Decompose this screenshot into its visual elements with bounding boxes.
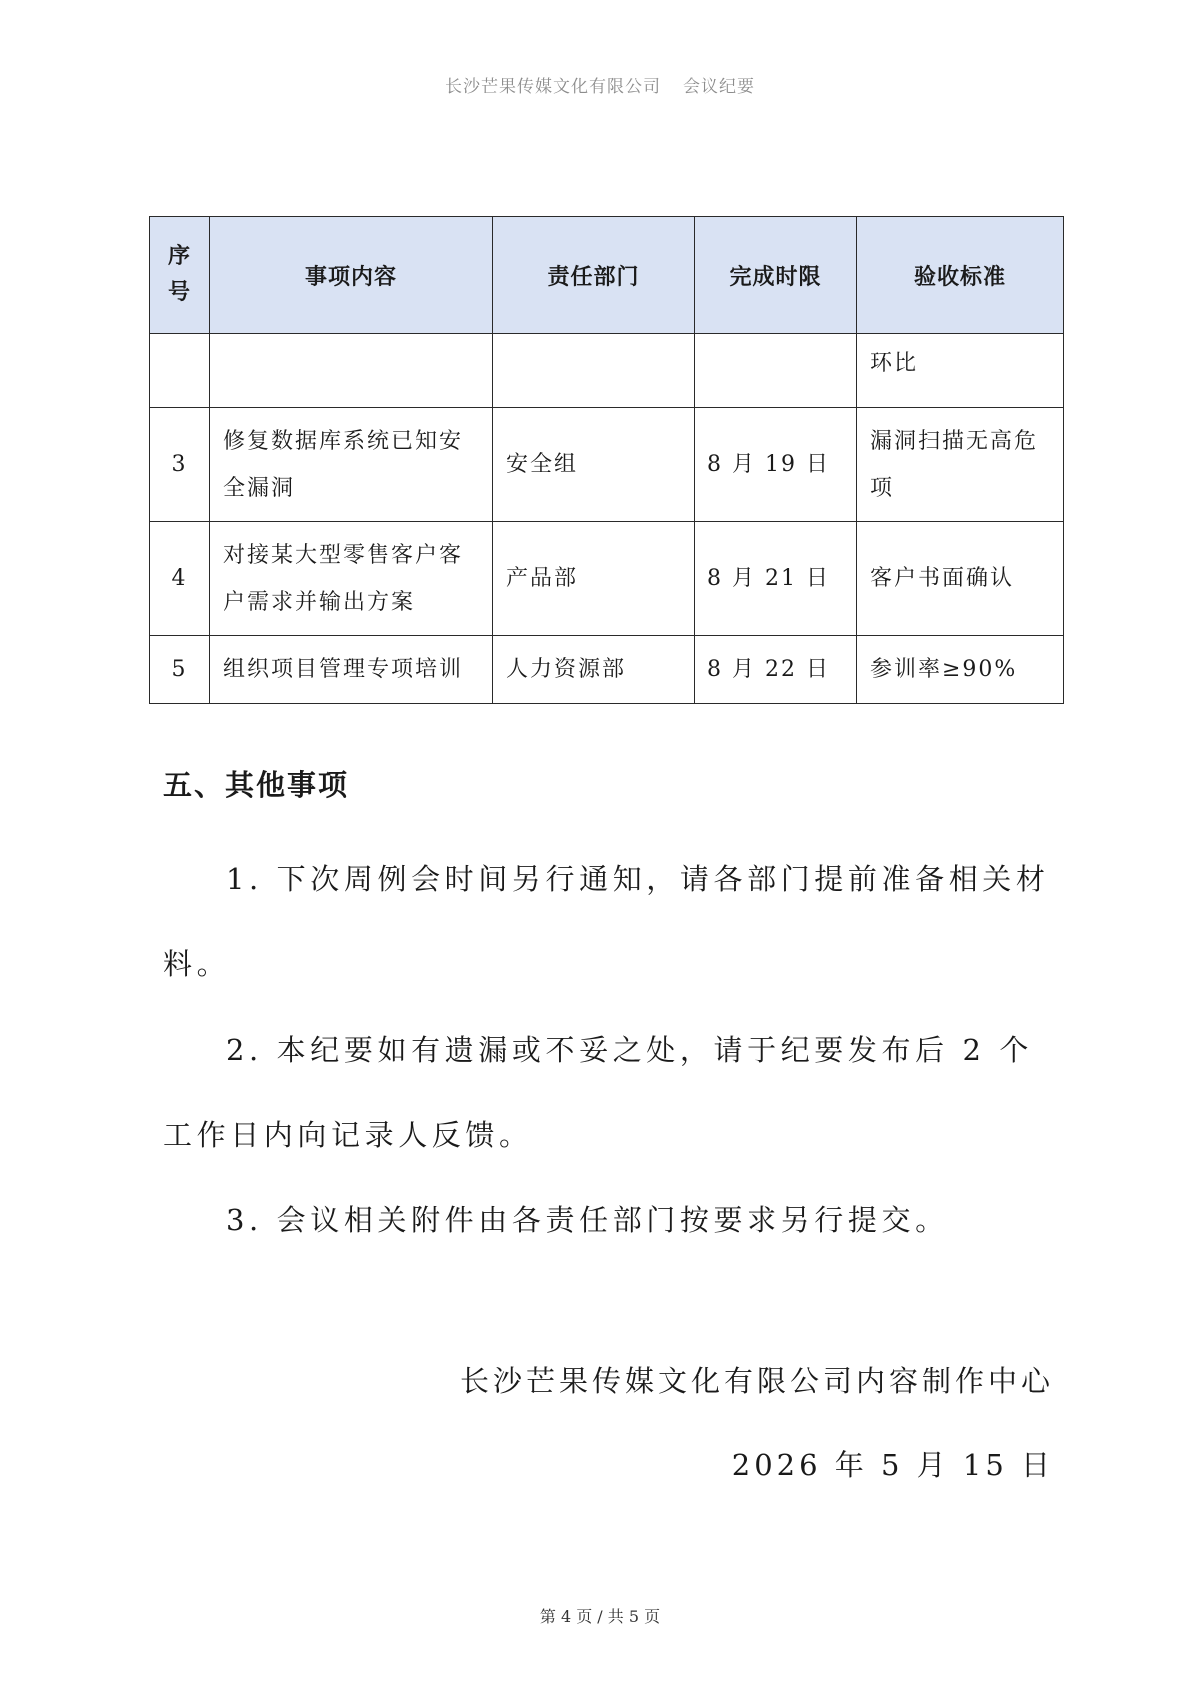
signature-org: 长沙芒果传媒文化有限公司内容制作中心 (459, 1364, 1054, 1398)
cell-standard: 环比 (857, 334, 1064, 408)
section-title: 五、其他事项 (163, 768, 350, 802)
header-doc-type: 会议纪要 (683, 77, 755, 97)
cell-content: 对接某大型零售客户客户需求并输出方案 (210, 522, 493, 636)
other-item-3: 3. 会议相关附件由各责任部门按要求另行提交。 (226, 1203, 949, 1237)
header-standard: 验收标准 (857, 217, 1064, 334)
cell-department: 产品部 (493, 522, 695, 636)
table-row (150, 636, 1064, 704)
header-content: 事项内容 (210, 217, 493, 334)
table-row-continued (150, 334, 1064, 408)
cell-content (210, 334, 493, 408)
cell-no (150, 334, 210, 408)
cell-no: 4 (150, 522, 210, 636)
cell-content: 修复数据库系统已知安全漏洞 (210, 408, 493, 522)
header-no-char-2: 号 (167, 280, 191, 305)
signature-date: 2026 年 5 月 15 日 (731, 1448, 1054, 1482)
page-header (0, 72, 1200, 97)
table-row (150, 522, 1064, 636)
cell-no: 5 (150, 636, 210, 704)
cell-no: 3 (150, 408, 210, 522)
table-row (150, 408, 1064, 522)
cell-department: 人力资源部 (493, 636, 695, 704)
task-table (149, 216, 1064, 704)
page-number: 第 4 页 / 共 5 页 (539, 1607, 661, 1626)
cell-deadline: 8 月 22 日 (695, 636, 857, 704)
header-deadline: 完成时限 (695, 217, 857, 334)
cell-standard: 客户书面确认 (857, 522, 1064, 636)
header-company: 长沙芒果传媒文化有限公司 (445, 77, 661, 97)
header-no (150, 217, 210, 334)
table-header-row (150, 217, 1064, 334)
cell-deadline: 8 月 21 日 (695, 522, 857, 636)
cell-deadline: 8 月 19 日 (695, 408, 857, 522)
cell-standard: 漏洞扫描无高危项 (857, 408, 1064, 522)
header-department: 责任部门 (493, 217, 695, 334)
other-item-2: 2. 本纪要如有遗漏或不妥之处，请于纪要发布后 2 个工作日内向记录人反馈。 (163, 1033, 1033, 1152)
cell-deadline (695, 334, 857, 408)
header-no-char-1: 序 (167, 244, 191, 269)
other-item-1: 1. 下次周例会时间另行通知，请各部门提前准备相关材料。 (163, 862, 1050, 981)
cell-department (493, 334, 695, 408)
cell-content: 组织项目管理专项培训 (210, 636, 493, 704)
cell-standard: 参训率≥90% (857, 636, 1064, 704)
cell-department: 安全组 (493, 408, 695, 522)
